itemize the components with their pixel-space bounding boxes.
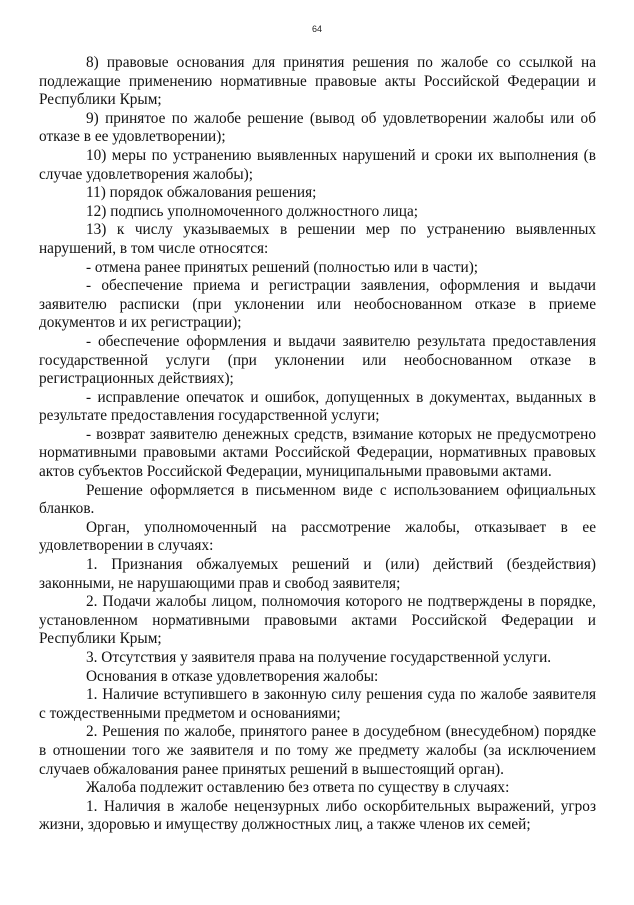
refusal-grounds-heading: Основания в отказе удовлетворения жалобы: [86,667,379,685]
paragraph-item-8: 8) правовые основания для принятия решения по жалобе со ссылкой на подлежащие применению нормативные правовые акты Российской Федерации и Республики Крым; [39,54,596,109]
paragraph-item-9: 9) принятое по жалобе решение (вывод об удовлетворении жалобы или об отказе в ее удовлетворении); [39,109,596,146]
refusal-ground-1: 1. Наличие вступившего в законную силу решения суда по жалобе заявителя с тождественными предметом и основаниями; [39,686,596,722]
paragraph-item-13: 13) к числу указываемых в решении мер по устранению выявленных нарушений, в том числе относятся: [39,221,596,257]
refusal-intro-paragraph: Орган, уполномоченный на рассмотрение жалобы, отказывает в ее удовлетворении в случаях: [39,518,596,555]
no-answer-case-1: 1. Наличия в жалобе нецензурных либо оскорбительных выражений, угроз жизни, здоровью и имуществу должностных лиц, а также членов их семей; [39,797,596,834]
decision-form-paragraph: Решение оформляется в письменном виде с использованием официальных бланков. [39,481,596,518]
page-number: 64 [311,24,322,34]
no-answer-intro: Жалоба подлежит оставлению без ответа по существу в случаях: [86,779,510,797]
paragraph-item-10: 10) меры по устранению выявленных нарушений и сроки их выполнения (в случае удовлетворения жалобы); [39,146,596,183]
paragraph-item-12: 12) подпись уполномоченного должностного лица; [86,202,418,220]
refusal-ground-2: 2. Решения по жалобе, принятого ранее в досудебном (внесудебном) порядке в отношении того же заявителя и по тому же предмету жалобы (за исключением случаев обжалования ранее принятых решений в вышестоящий орган). [39,723,596,778]
refusal-case-3: 3. Отсутствия у заявителя права на получение государственной услуги. [86,649,552,666]
refusal-case-1: 1. Признания обжалуемых решений и (или) действий (бездействия) законными, не нарушающими прав и свобод заявителя; [39,556,596,592]
measure-cancel-decisions: - отмена ранее принятых решений (полностью или в части); [86,258,479,276]
measure-refund: - возврат заявителю денежных средств, взимание которых не предусмотрено нормативными правовыми актами Российской Федерации, нормативных правовых актов субъектов Российской Федерации, муниципальными правовыми актами. [39,425,596,481]
document-body [39,54,596,835]
paragraph-item-11: 11) порядок обжалования решения; [86,184,317,202]
refusal-case-2: 2. Подачи жалобы лицом, полномочия которого не подтверждены в порядке, установленном нормативными правовыми актами Российской Федерации и Республики Крым; [39,593,596,648]
measure-result-issuance: - обеспечение оформления и выдачи заявителю результата предоставления государственной услуги (при уклонении или необоснованном отказе в регистрационных действиях); [39,332,596,388]
measure-registration: - обеспечение приема и регистрации заявления, оформления и выдачи заявителю расписки (при уклонении или необоснованном отказе в приеме документов и их регистрации); [39,277,596,332]
measure-error-correction: - исправление опечаток и ошибок, допущенных в документах, выданных в результате предоставления государственной услуги; [39,388,596,425]
